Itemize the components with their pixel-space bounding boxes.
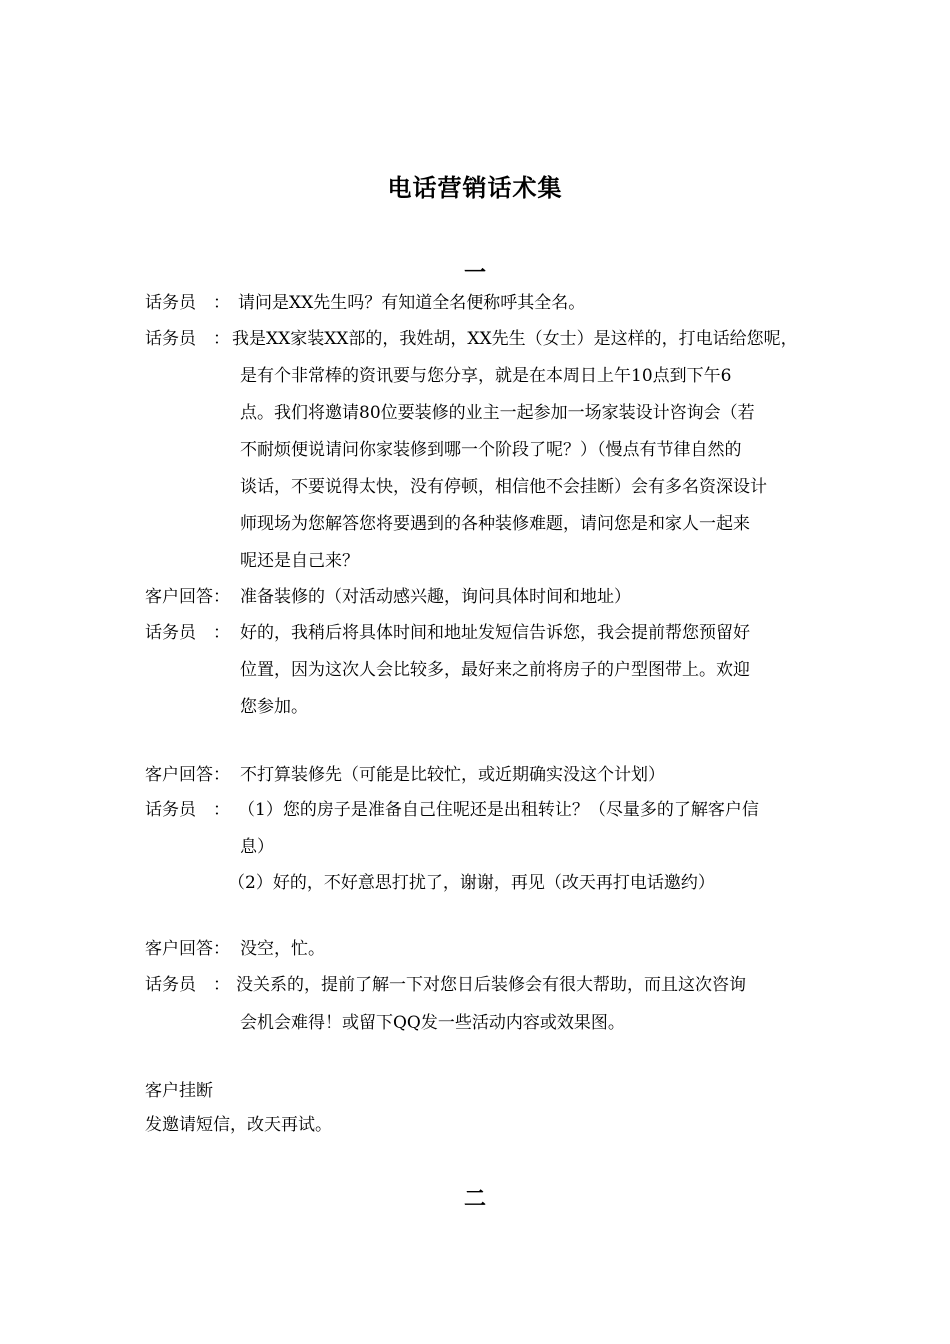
- customer-response: 不打算装修先（可能是比较忙，或近期确实没这个计划）: [240, 765, 665, 785]
- dialogue-line: （2）好的，不好意思打扰了，谢谢，再见（改天再打电话邀约）: [228, 873, 715, 893]
- speaker-label: 话务员 ：: [145, 329, 230, 349]
- closing-note: 发邀请短信，改天再试。: [145, 1115, 332, 1135]
- document-title: 电话营销话术集: [387, 174, 563, 202]
- dialogue-line: 您参加。: [240, 697, 308, 717]
- customer-response: 没空，忙。: [240, 939, 325, 959]
- customer-label: 客户回答：: [145, 765, 230, 785]
- dialogue-line: 是有个非常棒的资讯要与您分享，就是在本周日上午10点到下午6: [240, 366, 732, 386]
- dialogue-line: 谈话，不要说得太快，没有停顿，相信他不会挂断）会有多名资深设计: [240, 477, 767, 497]
- section-heading-1: 一: [463, 261, 486, 286]
- dialogue-line: （1）您的房子是准备自己住呢还是出租转让？（尽量多的了解客户信: [238, 800, 759, 820]
- closing-note: 客户挂断: [145, 1081, 213, 1101]
- dialogue-line: 位置，因为这次人会比较多，最好来之前将房子的户型图带上。欢迎: [240, 660, 750, 680]
- speaker-label: 话务员 ：: [145, 975, 230, 995]
- dialogue-text: 请问是XX先生吗？有知道全名便称呼其全名。: [238, 293, 586, 313]
- dialogue-line: 点。我们将邀请80位要装修的业主一起参加一场家装设计咨询会（若: [240, 403, 755, 423]
- dialogue-line: 息）: [240, 837, 274, 857]
- dialogue-line: 师现场为您解答您将要遇到的各种装修难题，请问您是和家人一起来: [240, 514, 750, 534]
- speaker-label: 话务员 ：: [145, 293, 230, 313]
- dialogue-line: 没关系的，提前了解一下对您日后装修会有很大帮助，而且这次咨询: [236, 975, 746, 995]
- dialogue-line: 我是XX家装XX部的，我姓胡，XX先生（女士）是这样的，打电话给您呢，: [232, 329, 798, 349]
- dialogue-line: 好的，我稍后将具体时间和地址发短信告诉您，我会提前帮您预留好: [240, 623, 750, 643]
- section-heading-2: 二: [463, 1187, 486, 1212]
- customer-label: 客户回答：: [145, 939, 230, 959]
- dialogue-line: 会机会难得！或留下QQ发一些活动内容或效果图。: [240, 1013, 625, 1033]
- dialogue-line: 呢还是自己来？: [240, 551, 359, 571]
- customer-response: 准备装修的（对活动感兴趣，询问具体时间和地址）: [240, 587, 631, 607]
- speaker-label: 话务员 ：: [145, 623, 230, 643]
- speaker-label: 话务员 ：: [145, 800, 230, 820]
- dialogue-line: 不耐烦便说请问你家装修到哪一个阶段了呢？）（慢点有节律自然的: [240, 440, 742, 460]
- customer-label: 客户回答：: [145, 587, 230, 607]
